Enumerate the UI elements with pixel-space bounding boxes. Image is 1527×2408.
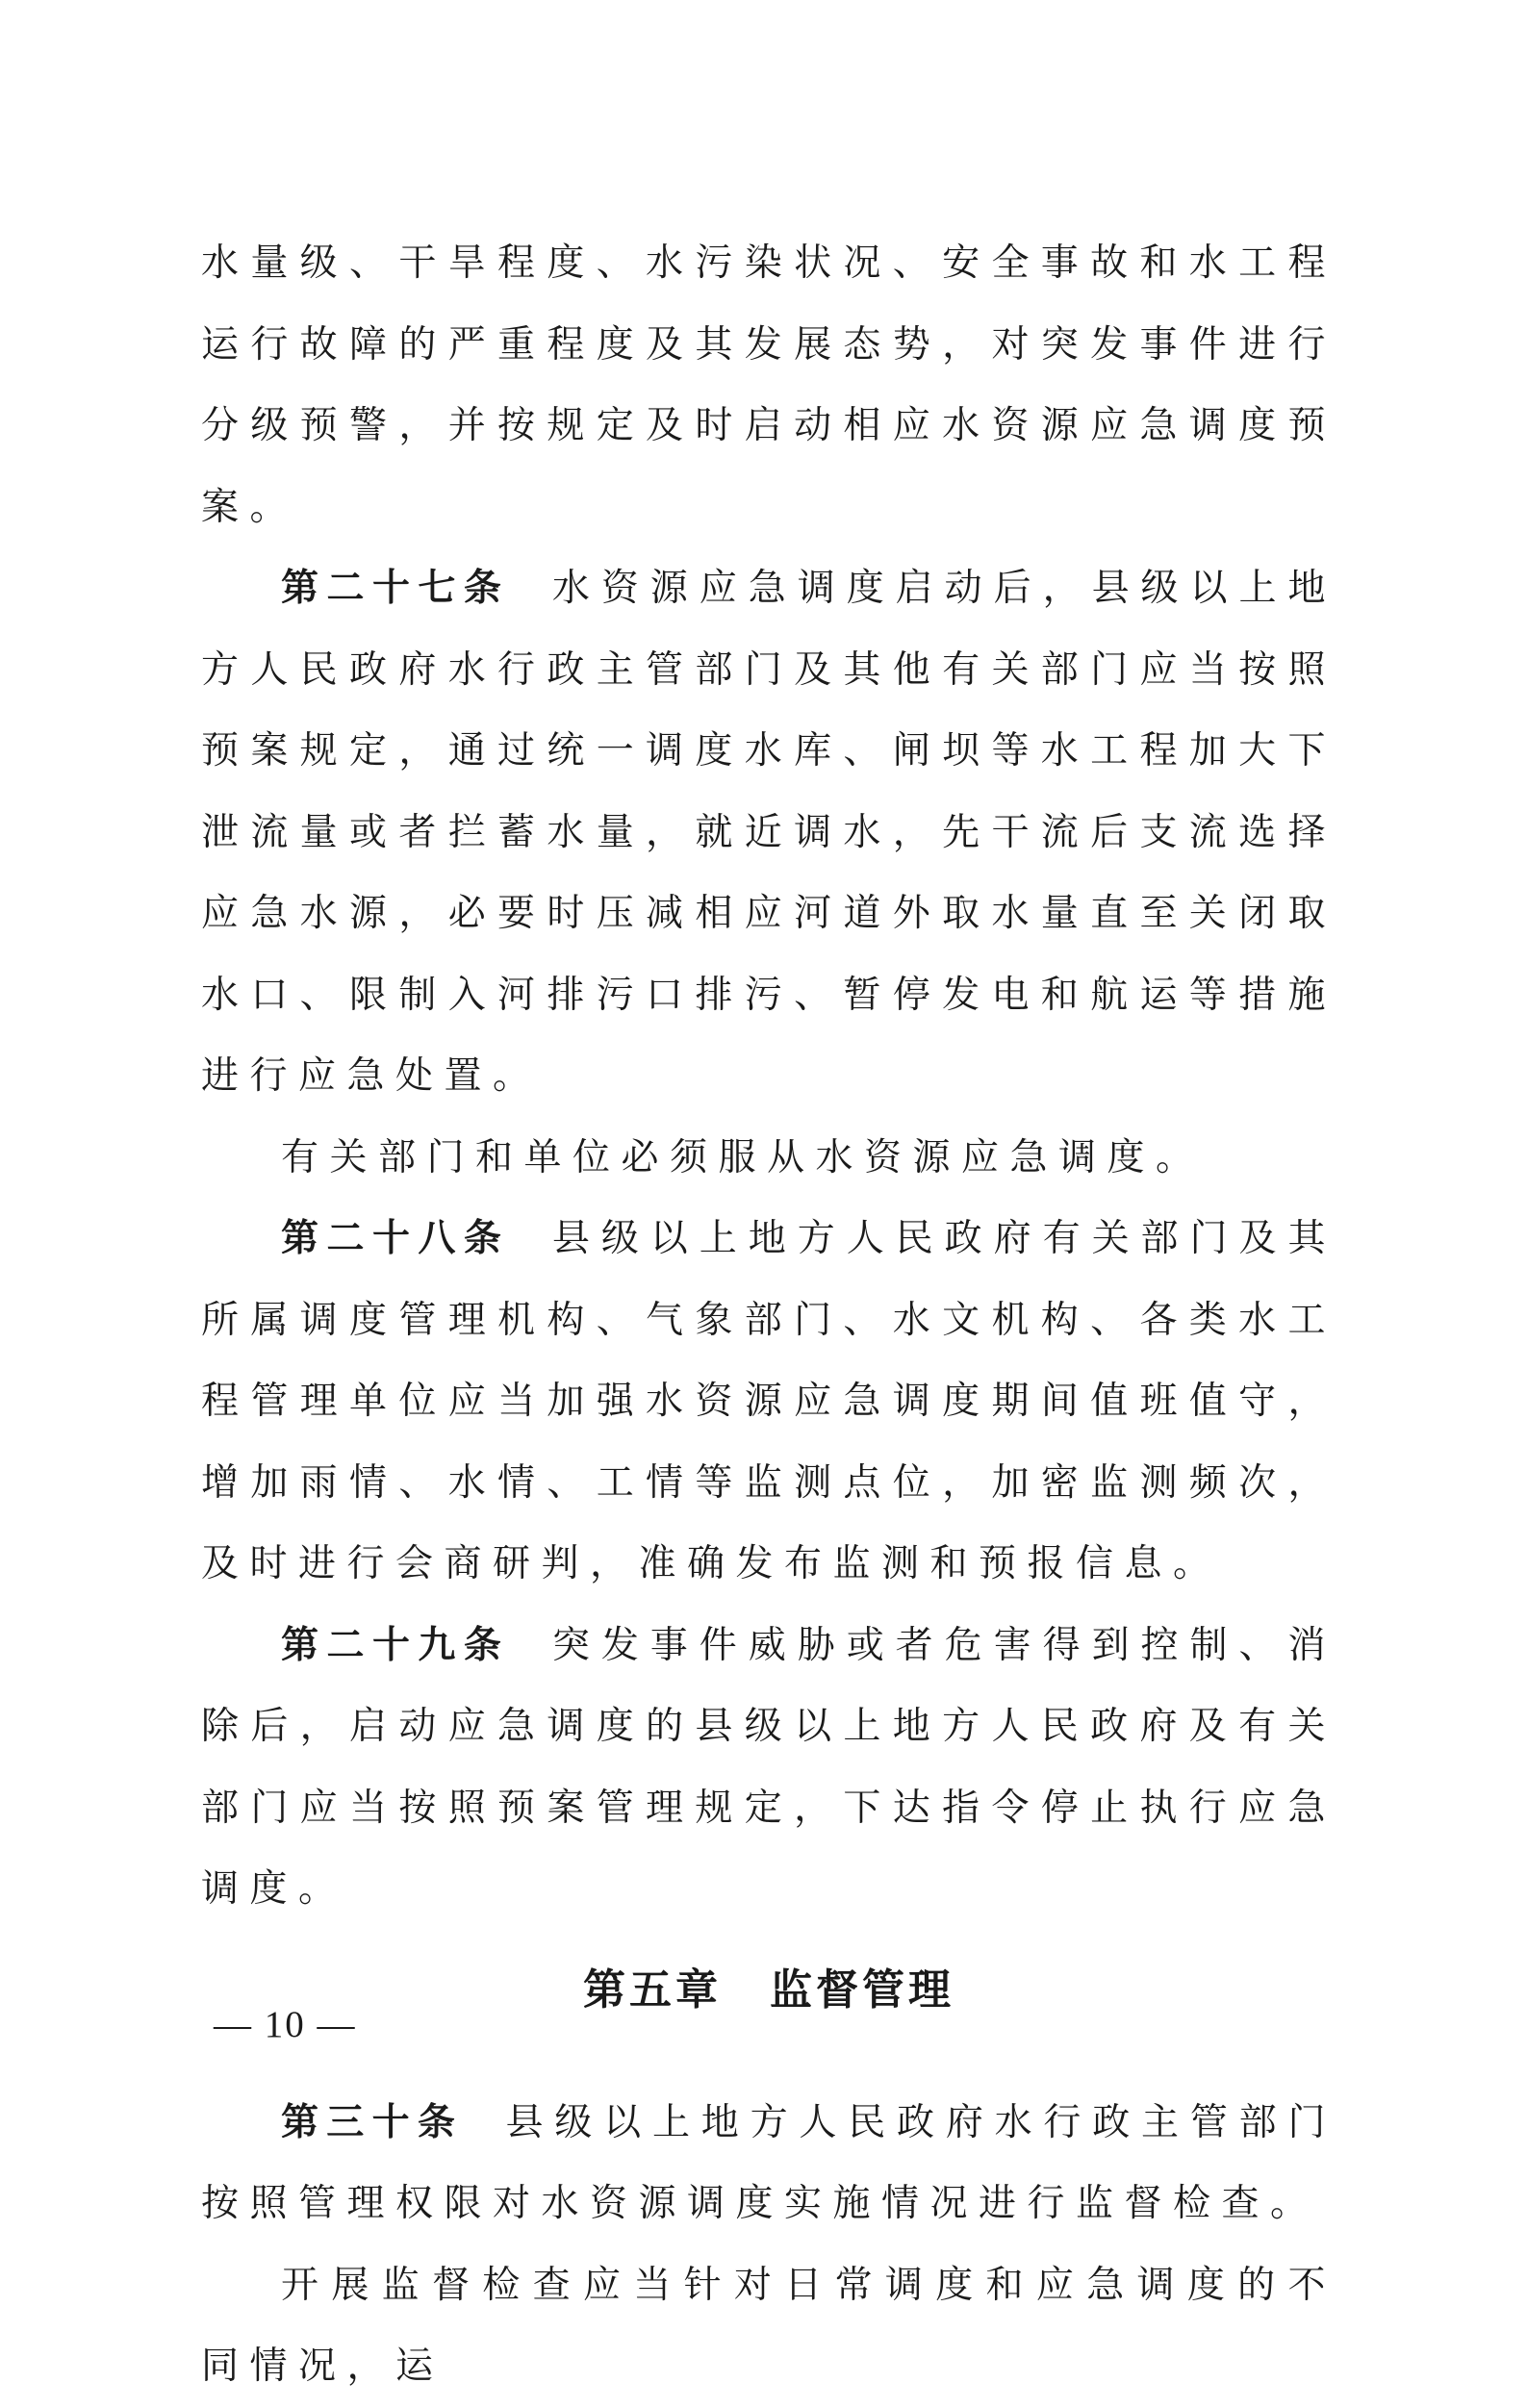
article-27: [201, 548, 1336, 1118]
article-number: 第二十七条: [281, 567, 510, 610]
page-number: — 10 —: [214, 2004, 357, 2045]
chapter-title: 监督管理: [770, 1964, 954, 2015]
document-body: [201, 223, 1336, 2408]
article-number: 第二十八条: [281, 1217, 510, 1260]
paragraph: [201, 2245, 1336, 2408]
article-29: [201, 1606, 1336, 1931]
chapter-number: 第五章: [583, 1964, 722, 2015]
paragraph: [201, 1118, 1336, 1200]
article-text: 县级以上地方人民政府有关部门及其所属调度管理机构、气象部门、水文机构、各类水工程管理单位应当加强水资源应急调度期间值班值守，增加雨情、水情、工情等监测点位，加密监测频次，及时进行会商研判，准确发布监测和预报信息。: [201, 1217, 1336, 1585]
article-number: 第三十条: [281, 2100, 464, 2144]
article-text: 突发事件威胁或者危害得到控制、消除后，启动应急调度的县级以上地方人民政府及有关部门应当按照预案管理规定，下达指令停止执行应急调度。: [201, 1623, 1336, 1911]
article-number: 第二十九条: [281, 1623, 510, 1667]
article-28: [201, 1199, 1336, 1606]
paragraph-text: 水量级、干旱程度、水污染状况、安全事故和水工程运行故障的严重程度及其发展态势，对突发事件进行分级预警，并按规定及时启动相应水资源应急调度预案。: [201, 241, 1336, 529]
article-text: 县级以上地方人民政府水行政主管部门按照管理权限对水资源调度实施情况进行监督检查。: [201, 2100, 1336, 2225]
paragraph-text: 开展监督检查应当针对日常调度和应急调度的不同情况，运: [201, 2263, 1336, 2388]
chapter-heading: [201, 1950, 1336, 2031]
paragraph-continued: [201, 223, 1336, 548]
article-30: [201, 2083, 1336, 2245]
article-text: 水资源应急调度启动后，县级以上地方人民政府水行政主管部门及其他有关部门应当按照预案规定，通过统一调度水库、闸坝等水工程加大下泄流量或者拦蓄水量，就近调水，先干流后支流选择应急水源，必要时压减相应河道外取水量直至关闭取水口、限制入河排污口排污、暂停发电和航运等措施进行应急处置。: [201, 567, 1336, 1098]
paragraph-text: 有关部门和单位必须服从水资源应急调度。: [281, 1135, 1205, 1179]
